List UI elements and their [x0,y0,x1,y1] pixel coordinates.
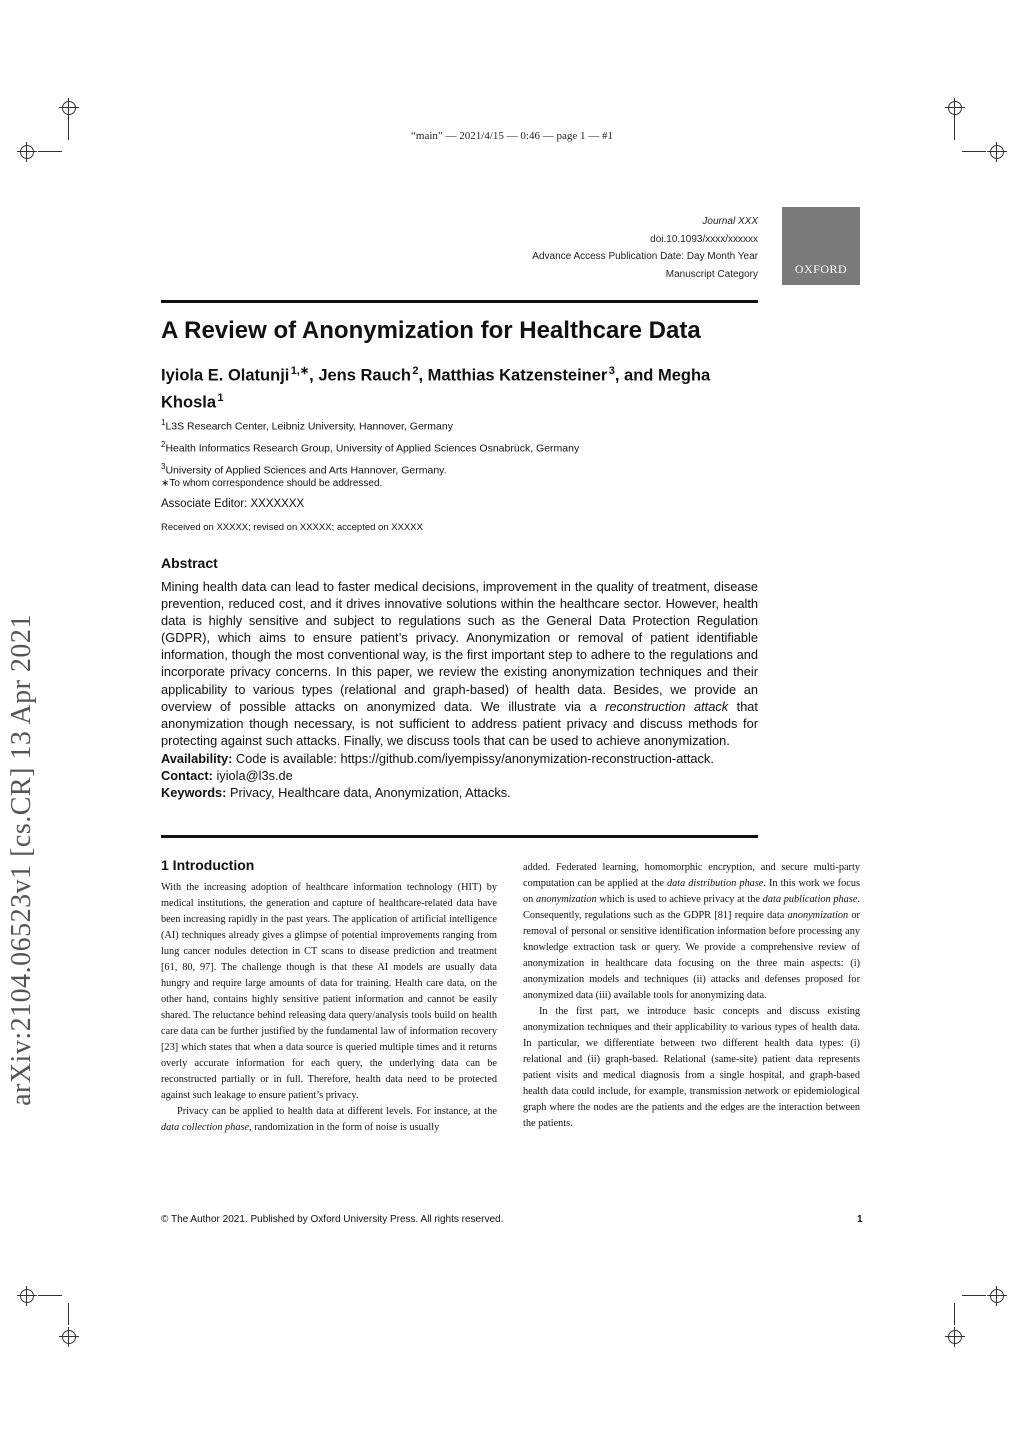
author-name: Iyiola E. Olatunji [161,366,290,385]
associate-editor: Associate Editor: XXXXXXX [161,498,305,510]
crop-line [962,151,986,152]
author-affil-mark: 1,∗ [290,365,310,377]
abstract-body [161,578,758,749]
author-name: Matthias Katzensteiner [427,366,608,385]
paragraph-text: . In this work we focus on [523,878,860,905]
abstract-text: Mining health data can lead to faster medical decisions, improvement in the quality of treatment, disease prevention, reduced cost, and it drives innovative solutions within the healthcare sector. However, health data is highly sensitive and subject to regulations such as the General Data Protection Regulation (GDPR), which aims to ensure patient’s privacy. Anonymization or removal of patient identifiable information, though the most conventional way, is the first important step to adhere to the regulations and incorporate privacy concerns. In this paper, we review the existing anonymization techniques and their applicability to various types (relational and graph-based) of health data. Besides, we provide an overview of possible attacks on anonymized data. We illustrate via a [161,579,758,714]
paragraph-emphasis: anonymization [787,910,849,921]
paragraph-text: or removal of personal or sensitive identification information before processing any knowledge extraction task or query. We provide a comprehensive review of anonymization in healthcare data focusing on the three main aspects: (i) anonymization models and techniques (ii) attacks and defenses proposed for anonymized data (iii) available tools for anonymizing data. [523,910,860,1001]
paragraph-emphasis: anonymization [536,894,597,905]
abstract-emphasis: reconstruction attack [605,698,729,714]
contact-text: iyiola@l3s.de [212,768,293,784]
paragraph-text: added. Federated learning, homomorphic encryption, and secure multi-party computation can be applied at the [523,862,860,889]
availability-text: Code is available: https://github.com/iyempissy/anonymization-reconstruction-attack. [232,751,714,766]
page-number: 1 [857,1214,863,1225]
journal-name: Journal XXX [702,216,758,227]
running-head: “main” — 2021/4/15 — 0:46 — page 1 — #1 [411,130,613,142]
keywords-label: Keywords: [161,785,227,801]
author-name: Megha Khosla [161,366,711,411]
crop-line [68,1303,69,1325]
journal-doi: doi.10.1093/xxxx/xxxxxx [650,233,758,245]
arxiv-stamp-text: arXiv:2104.06523v1 [cs.CR] 13 Apr 2021 [6,614,37,1106]
paper-title: A Review of Anonymization for Healthcare Data [161,317,701,344]
crop-line [954,1303,955,1325]
crop-mark-icon [59,1327,79,1347]
crop-mark-icon [945,98,965,118]
paragraph [161,1104,497,1136]
author-separator: , [418,366,428,385]
body-column-left [161,880,497,1136]
paragraph-text: which is used to achieve privacy at the [596,894,763,905]
abstract-metadata [161,750,758,802]
crop-line [962,1295,986,1296]
author-affil-mark: 1 [217,391,224,404]
paragraph: With the increasing adoption of healthcare information technology (HIT) by medical institutions, the generation and capture of healthcare-related data have been increasing rapidly in the past years. The application of artificial intelligence (AI) techniques already gives a glimpse of potential improvements ranging from lung cancer nodules detection in CT scans to disease prediction and treatment [61, 80, 97]. The challenge though is that these AI models are usually data hungry and require large amounts of data for training. Health care data, on the other hand, contains highly sensitive patient information and cannot be easily shared. The reluctance behind releasing data query/analysis tools build on health care data can be further justified by the fundamental law of information recovery [23] which states that when a data source is queried multiple times and it returns overly accurate information for each query, the underlying data can be reconstructed partially or in full. Therefore, health data need to be protected against such leakage to ensure patient’s privacy. [161,882,497,1101]
abstract-heading: Abstract [161,555,218,571]
contact-line [161,767,758,784]
affiliation-number: 2 [161,440,166,449]
correspondence-note: ∗To whom correspondence should be addressed. [161,478,383,489]
journal-access-date: Advance Access Publication Date: Day Month Year [532,251,758,262]
affiliations [161,414,761,480]
paragraph-emphasis: data distribution phase [666,878,764,889]
author-name: Jens Rauch [318,366,411,385]
crop-mark-icon [945,1327,965,1347]
top-rule [161,300,758,303]
affiliation-number: 1 [161,418,166,427]
keywords-text: Privacy, Healthcare data, Anonymization, Attacks. [226,785,511,801]
oxford-logo [782,207,860,285]
crop-mark-icon [59,98,79,118]
affiliation-text: L3S Research Center, Leibniz University, Hannover, Germany [165,420,453,433]
author-affil-mark: 3 [608,365,615,377]
crop-line [38,151,62,152]
paragraph-emphasis: data publication phase [762,894,858,905]
body-column-right [523,860,860,1132]
journal-category: Manuscript Category [665,268,758,280]
paragraph: In the first part, we introduce basic concepts and discuss existing anonymization techniques and their applicability to various types of health data. In particular, we differentiate between two different health data types: (i) relational and (ii) graph-based. Relational (same-site) patient data represents patient visits and medical diagnosis from a single hospital, and graph-based health data could include, for example, transmission network or epidemiological graph where the nodes are the patients and the edges are the interaction between the patients. [523,1006,860,1129]
paragraph-text: . Consequently, regulations such as the GDPR [81] require data [523,894,860,921]
abstract-bottom-rule [161,835,758,838]
paragraph-emphasis: data collection phase [161,1122,250,1133]
affiliation-number: 3 [161,462,166,471]
contact-label: Contact: [161,768,213,784]
paragraph-text: Privacy can be applied to health data at different levels. For instance, at the [177,1106,497,1117]
keywords-line [161,784,758,801]
crop-line [38,1295,62,1296]
author-list [161,360,761,413]
affiliation-text: Health Informatics Research Group, University of Applied Sciences Osnabrück, Germany [165,442,580,455]
crop-mark-icon [17,142,37,162]
affiliation-item [161,414,761,436]
section-heading: 1 Introduction [161,857,255,873]
crop-mark-icon [987,142,1007,162]
paragraph [523,860,860,1004]
availability-label: Availability: [161,751,233,766]
journal-info [532,213,758,283]
crop-mark-icon [17,1286,37,1306]
affiliation-text: University of Applied Sciences and Arts Hannover, Germany. [165,464,447,477]
author-separator: , and [614,366,658,385]
availability-line [161,750,758,767]
abstract-text: that anonymization though necessary, is not sufficient to address patient privacy and discuss methods for protecting against such attacks. Finally, we discuss tools that can be used to achieve anonymization. [161,698,758,748]
author-separator: , [309,366,319,385]
affiliation-item [161,436,761,458]
affiliation-item [161,458,761,480]
copyright-footer: © The Author 2021. Published by Oxford University Press. All rights reserved. [161,1214,504,1225]
author-affil-mark: 2 [412,365,419,377]
crop-mark-icon [987,1286,1007,1306]
received-dates: Received on XXXXX; revised on XXXXX; accepted on XXXXX [161,522,423,533]
paragraph-text: , randomization in the form of noise is usually [249,1122,440,1133]
oxford-logo-text: OXFORD [794,262,848,276]
